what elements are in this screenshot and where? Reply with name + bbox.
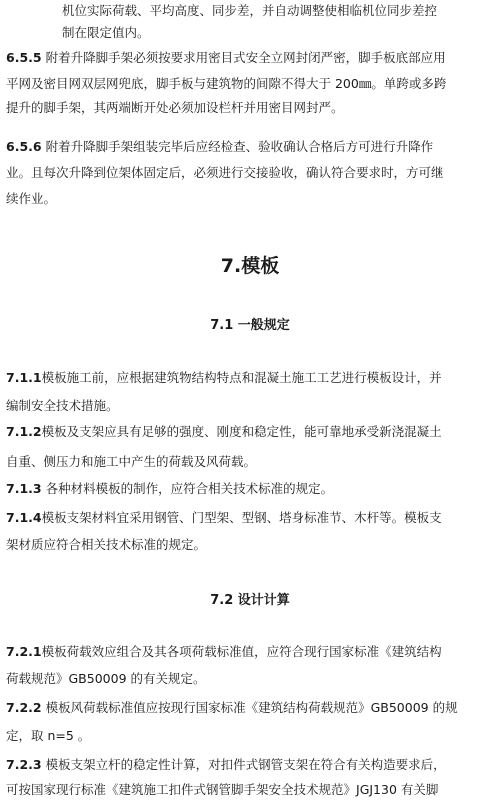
text-line: 自重、侧压力和施工中产生的荷载及风荷载。 [6,454,257,469]
clause-7-1-1 [6,369,496,387]
text-line: 可按国家现行标准《建筑施工扣件式钢管脚手架安全技术规范》JGJ130 有关脚 [6,782,439,797]
clause-text: 模板施工前，应根据建筑物结构特点和混凝土施工工艺进行模板设计，并 [41,370,442,385]
clause-7-1-2 [6,423,496,441]
section-title: 7.2 设计计算 [210,593,290,608]
clause-text: 附着升降脚手架组装完毕后应经检查、验收确认合格后方可进行升降作 [41,139,434,154]
clause-number: 7.1.4 [6,510,42,525]
clause-text: 附着升降脚手架必须按要求用密目式安全立网封闭严密，脚手板底部应用 [41,50,446,65]
text-line: 架材质应符合相关技术标准的规定。 [6,537,207,552]
clause-text: 模板荷载效应组合及其各项荷载标准值，应符合现行国家标准《建筑结构 [41,644,442,659]
clause-number: 6.5.6 [6,139,42,154]
clause-7-1-3 [6,480,496,498]
clause-number: 7.2.1 [6,644,42,659]
text-line: 机位实际荷载、平均高度、同步差，并自动调整使相临机位同步差控 [62,3,438,18]
clause-7-1-4 [6,509,496,527]
clause-6-5-5 [6,49,496,67]
clause-number: 7.1.1 [6,370,42,385]
text-line: 业。且每次升降到位架体固定后，必须进行交接验收，确认符合要求时，方可继 [6,165,444,180]
clause-number: 7.2.2 [6,700,42,715]
clause-text: 各种材料模板的制作，应符合相关技术标准的规定。 [41,481,334,496]
text-line: 制在限定值内。 [62,25,150,40]
text-line: 编制安全技术措施。 [6,398,119,413]
clause-6-5-6 [6,138,496,156]
clause-text: 模板支架立杆的稳定性计算，对扣件式钢管支架在符合有关构造要求后， [41,757,446,772]
text-line: 提升的脚手架，其两端断开处必须加设栏杆并用密目网封严。 [6,100,344,115]
text-line: 荷载规范》GB50009 的有关规定。 [6,671,206,686]
clause-number: 6.5.5 [6,50,42,65]
clause-7-2-1 [6,643,496,661]
text-line: 定，取 n=5 。 [6,728,91,743]
clause-text: 模板及支架应具有足够的强度、刚度和稳定性，能可靠地承受新浇混凝土 [41,424,442,439]
chapter-title: 7.模板 [220,255,280,277]
clause-7-2-2 [6,699,496,717]
clause-number: 7.1.3 [6,481,42,496]
clause-number: 7.1.2 [6,424,42,439]
text-line: 续作业。 [6,191,57,206]
clause-text: 模板风荷载标准值应按现行国家标准《建筑结构荷载规范》GB50009 的规 [41,700,458,715]
section-title: 7.1 一般规定 [210,318,290,333]
clause-7-2-3 [6,756,496,774]
clause-number: 7.2.3 [6,757,42,772]
text-line: 平网及密目网双层网兜底，脚手板与建筑物的间隙不得大于 200㎜。单跨或多跨 [6,76,447,91]
clause-text: 模板支架材料宜采用钢管、门型架、型钢、塔身标准节、木杆等。模板支 [41,510,442,525]
